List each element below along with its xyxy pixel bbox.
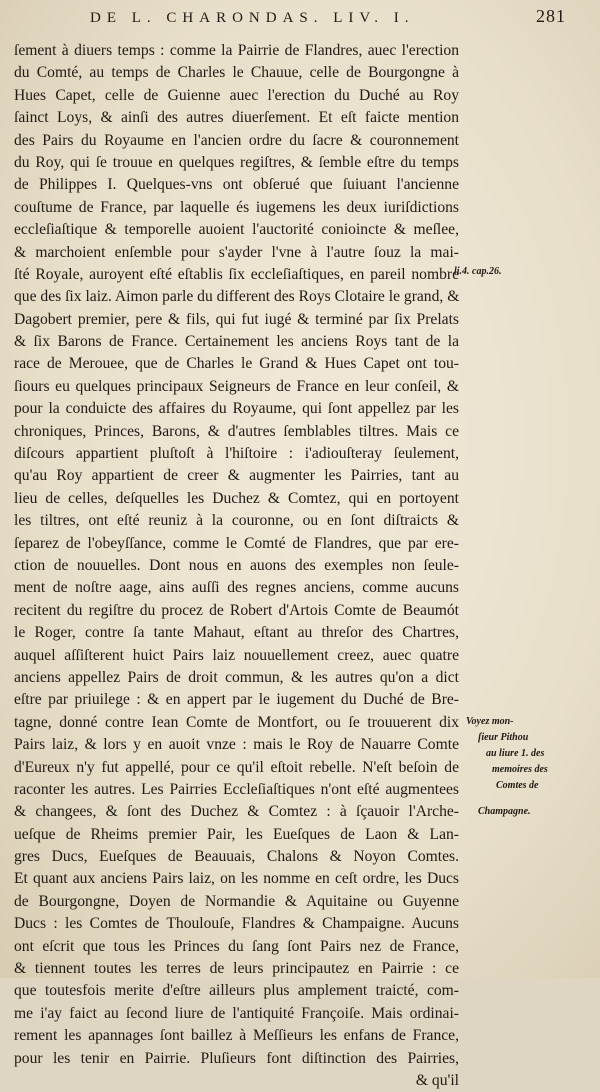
text-line: ont eſcrit que tous les Princes du ſang ſont Pairs nez de France, xyxy=(14,937,459,955)
text-line: diſcours appartient pluſtoſt à l'hiſtoire : i'adiouſteray ſeulement, xyxy=(14,445,459,463)
text-line: ſiours eu quelques principaux Seigneurs de France en leur conſeil, & xyxy=(14,377,459,395)
margin-note: memoires des xyxy=(492,764,548,775)
text-line: ſté Royale, auroyent eſté eſtablis ſix eccleſiaſtiques, en pareil nombre xyxy=(14,265,459,283)
text-line: que toutesfois merite d'eſtre ailleurs plus amplement traicté, com- xyxy=(14,982,459,1000)
text-line: ſement à diuers temps : comme la Pairrie de Flandres, auec l'erection xyxy=(14,42,459,59)
text-line: Dagobert premier, pere & fils, qui fut iugé & terminé par ſix Prelats xyxy=(14,310,459,328)
text-line: ueſque de Rheims premier Pair, les Eueſques de Laon & Lan- xyxy=(14,825,459,843)
text-line: anciens appellez Pairs de droit commun, & les autres qu'on a dict xyxy=(14,668,459,686)
text-line: raconter les autres. Les Pairries Eccleſiaſtiques n'ont eſté augmentees xyxy=(14,780,459,798)
text-line: de Bourgongne, Doyen de Normandie & Aquitaine ou Guyenne xyxy=(14,892,459,910)
text-line: de Philippes I. Quelques-vns ont obſerué que ſuiuant l'ancienne xyxy=(14,176,459,194)
text-line: rement les apannages ſont baillez à Meſſieurs les enfans de France, xyxy=(14,1027,459,1045)
text-line: lieu de celles, deſquelles les Duchez & Comtez, qui en portoyent xyxy=(14,489,459,507)
text-line: & ſix Barons de France. Certainement les anciens Roys tant de la xyxy=(14,333,459,351)
text-line: eccleſiaſtique & temporelle auoient l'auctorité conioincte & meſlee, xyxy=(14,221,459,239)
text-line: me i'ay faict au ſecond liure de l'antiquité Françoiſe. Mais ordinai- xyxy=(14,1004,459,1022)
margin-note: Champagne. xyxy=(478,806,531,817)
text-line: couſtume de France, par laquelle és iugemens les deux iuriſdictions xyxy=(14,198,459,216)
page-number: 281 xyxy=(536,6,566,26)
text-line: ſainct Loys, & ainſi des autres diuerſement. Et eſt faicte mention xyxy=(14,109,459,127)
margin-note: li.4. cap.26. xyxy=(454,266,502,277)
text-line: ction de nouuelles. Dont nous en auons des exemples non ſeule- xyxy=(14,556,459,574)
text-line: d'Eureux n'y fut appellé, pour ce qu'il eſtoit rebelle. N'eſt beſoin de xyxy=(14,758,459,776)
body-text xyxy=(14,40,459,1092)
text-line: auquel aſſiſterent huict Pairs laiz nouuellement creez, auec quatre xyxy=(14,646,459,664)
margin-note: au liure 1. des xyxy=(486,748,545,759)
text-line: Ducs : les Comtes de Thoulouſe, Flandres & Champaigne. Aucuns xyxy=(14,915,459,933)
text-line: Et quant aux anciens Pairs laiz, on les nomme en ceſt ordre, les Ducs xyxy=(14,870,459,888)
text-line: gres Ducs, Eueſques de Beauuais, Chalons & Noyon Comtes. xyxy=(14,848,459,866)
running-title: DE L. CHARONDAS. LIV. I. xyxy=(90,10,415,26)
text-line: tagne, donné contre Iean Comte de Montfort, ou ſe trouuerent dix xyxy=(14,713,459,731)
text-line: des Pairs du Royaume en l'ancien ordre du ſacre & couronnement xyxy=(14,131,459,149)
text-line: & tiennent toutes les terres de leurs principautez en Pairrie : ce xyxy=(14,960,459,978)
text-line: du Roy, qui ſe trouue en quelques regiſtres, & ſemble eſtre du temps xyxy=(14,153,459,171)
margin-note: Comtes de xyxy=(496,780,539,791)
margin-note: Voyez mon- xyxy=(466,716,514,727)
text-line: chroniques, Princes, Barons, & d'autres ſemblables tiltres. Mais ce xyxy=(14,422,459,440)
text-line: pour la conduicte des affaires du Royaume, qui ſont appellez par les xyxy=(14,400,459,418)
text-line: pour les tenir en Pairrie. Pluſieurs font diſtinction des Pairries, xyxy=(14,1049,459,1067)
text-line: le Roger, contre ſa tante Mahaut, eſtant au threſor des Chartres, xyxy=(14,624,459,642)
text-line: ſeparez de l'obeyſſance, comme le Comté de Flandres, que par ere- xyxy=(14,534,459,552)
text-line: ment de noſtre aage, ains auſſi des regnes anciens, comme aucuns xyxy=(14,579,459,597)
text-line: & changees, & ſont des Duchez & Comtez : à ſçauoir l'Arche- xyxy=(14,803,459,821)
page-header xyxy=(70,6,570,32)
text-line: qu'au Roy appartient de creer & augmenter les Pairries, tant au xyxy=(14,467,459,485)
text-line: recitent du regiſtre du procez de Robert d'Artois Comte de Beaumót xyxy=(14,601,459,619)
text-line: & qu'il xyxy=(415,1071,459,1089)
text-line: Pairs laiz, & lors y en auoit vnze : mais le Roy de Nauarre Comte xyxy=(14,736,459,754)
text-line: Hues Capet, celle de Guienne auec l'erection du Duché au Roy xyxy=(14,86,459,104)
margin-note: ſieur Pithou xyxy=(478,732,529,743)
text-line: du Comté, au temps de Charles le Chauue, celle de Bourgongne à xyxy=(14,64,459,82)
text-line: que des ſix laiz. Aimon parle du different des Roys Clotaire le grand, & xyxy=(14,288,460,306)
text-line: race de Merouee, que de Charles le Grand & Hues Capet ont tou- xyxy=(14,355,459,373)
text-line: les tiltres, ont eſté reuniz à la couronne, ou en ſont diſtraicts & xyxy=(14,512,459,530)
text-line: eſtre par priuilege : & en appert par le iugement du Duché de Bre- xyxy=(14,691,459,709)
text-line: & marchoient enſemble pour s'ayder l'vne à l'autre ſouz la mai- xyxy=(14,243,459,261)
